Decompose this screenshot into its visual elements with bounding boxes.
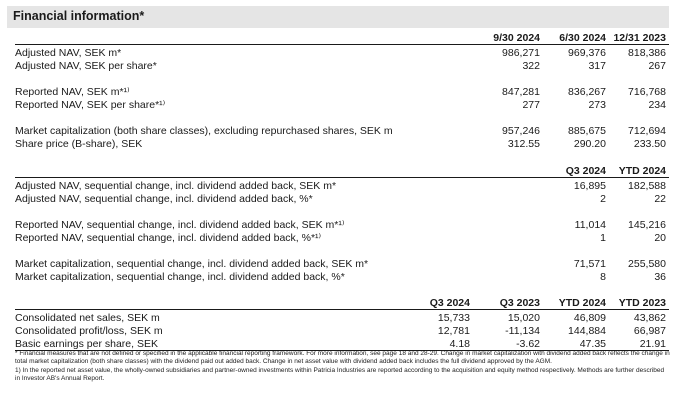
row-label: Share price (B-share), SEK: [15, 138, 143, 150]
cell: 43,862: [633, 312, 666, 324]
row-label: Adjusted NAV, SEK m*: [15, 47, 122, 59]
row-label: Reported NAV, SEK per share*¹⁾: [15, 99, 166, 111]
row-label: Market capitalization, sequential change, incl. dividend added back, SEK m*: [15, 258, 369, 270]
cell: 818,386: [628, 47, 666, 59]
footnotes: [15, 350, 670, 383]
cell: 20: [654, 232, 666, 244]
col-header-sep-2024: 9/30 2024: [493, 32, 540, 44]
row-label: Market capitalization, sequential change, incl. dividend added back, %*: [15, 271, 345, 283]
cell: 22: [654, 193, 666, 205]
col-header-dec-2023: 12/31 2023: [613, 32, 666, 44]
footnote-1: 1) In the reported net asset value, the wholly-owned subsidiaries and partner-owned investments within Patricia Industries are reported according to the acquisition and equity method respectively. Methods are further described in Investor AB's Annual Report.: [15, 366, 665, 382]
divider: [15, 177, 669, 178]
col-header-q3-2023: Q3 2023: [499, 297, 540, 309]
cell: 957,246: [502, 125, 540, 137]
cell: 46,809: [573, 312, 606, 324]
cell: 290.20: [573, 138, 606, 150]
row-label: Reported NAV, sequential change, incl. dividend added back, %*¹⁾: [15, 232, 322, 244]
cell: 847,281: [502, 86, 540, 98]
cell: 233.50: [633, 138, 666, 150]
cell: 11,014: [574, 219, 606, 231]
cell: 312.55: [507, 138, 540, 150]
cell: 15,020: [507, 312, 540, 324]
cell: 8: [600, 271, 606, 283]
cell: 267: [648, 60, 666, 72]
cell: 144,884: [568, 325, 606, 337]
cell: -11,134: [505, 325, 540, 337]
cell: 255,580: [628, 258, 666, 270]
col-header-q3-2024: Q3 2024: [429, 297, 470, 309]
cell: 317: [588, 60, 606, 72]
divider: [15, 309, 669, 310]
cell: 836,267: [568, 86, 606, 98]
footnote-asterisk: * Financial measures that are not defined or specified in the applicable financial reporting framework. For more information, see page 18 and 28-29. Change in market capitalization with dividend added back reflects the change in total market capitalization (both share classes) with the dividend paid out added back. Change in net asset value with dividend added back includes the full dividend approved by the AGM.: [15, 350, 670, 366]
col-header-q3-2024: Q3 2024: [565, 165, 606, 177]
row-label: Market capitalization (both share classes), excluding repurchased shares, SEK m: [15, 125, 393, 137]
cell: 21.91: [639, 338, 666, 350]
section-title: Financial information*: [7, 6, 669, 28]
row-label: Adjusted NAV, sequential change, incl. dividend added back, SEK m*: [15, 180, 337, 192]
cell: -3.62: [516, 338, 540, 350]
cell: 47.35: [579, 338, 606, 350]
cell: 986,271: [502, 47, 540, 59]
col-header-jun-2024: 6/30 2024: [559, 32, 606, 44]
cell: 2: [600, 193, 606, 205]
row-label: Reported NAV, SEK m*¹⁾: [15, 86, 130, 98]
cell: 969,376: [568, 47, 606, 59]
cell: 66,987: [633, 325, 666, 337]
cell: 277: [522, 99, 540, 111]
row-label: Basic earnings per share, SEK: [15, 338, 158, 350]
cell: 885,675: [568, 125, 606, 137]
cell: 16,895: [573, 180, 606, 192]
cell: 234: [648, 99, 666, 111]
row-label: Consolidated net sales, SEK m: [15, 312, 160, 324]
row-label: Adjusted NAV, sequential change, incl. dividend added back, %*: [15, 193, 313, 205]
cell: 712,694: [628, 125, 666, 137]
cell: 322: [522, 60, 540, 72]
cell: 182,588: [628, 180, 666, 192]
col-header-ytd-2024: YTD 2024: [558, 297, 606, 309]
row-label: Consolidated profit/loss, SEK m: [15, 325, 163, 337]
divider: [15, 44, 669, 45]
cell: 4.18: [449, 338, 470, 350]
cell: 71,571: [573, 258, 606, 270]
cell: 716,768: [628, 86, 666, 98]
row-label: Adjusted NAV, SEK per share*: [15, 60, 157, 72]
col-header-ytd-2024: YTD 2024: [618, 165, 666, 177]
col-header-ytd-2023: YTD 2023: [618, 297, 666, 309]
cell: 36: [654, 271, 666, 283]
cell: 1: [600, 232, 606, 244]
cell: 12,781: [437, 325, 470, 337]
cell: 273: [588, 99, 606, 111]
row-label: Reported NAV, sequential change, incl. dividend added back, SEK m*¹⁾: [15, 219, 345, 231]
cell: 15,733: [437, 312, 470, 324]
cell: 145,216: [628, 219, 666, 231]
